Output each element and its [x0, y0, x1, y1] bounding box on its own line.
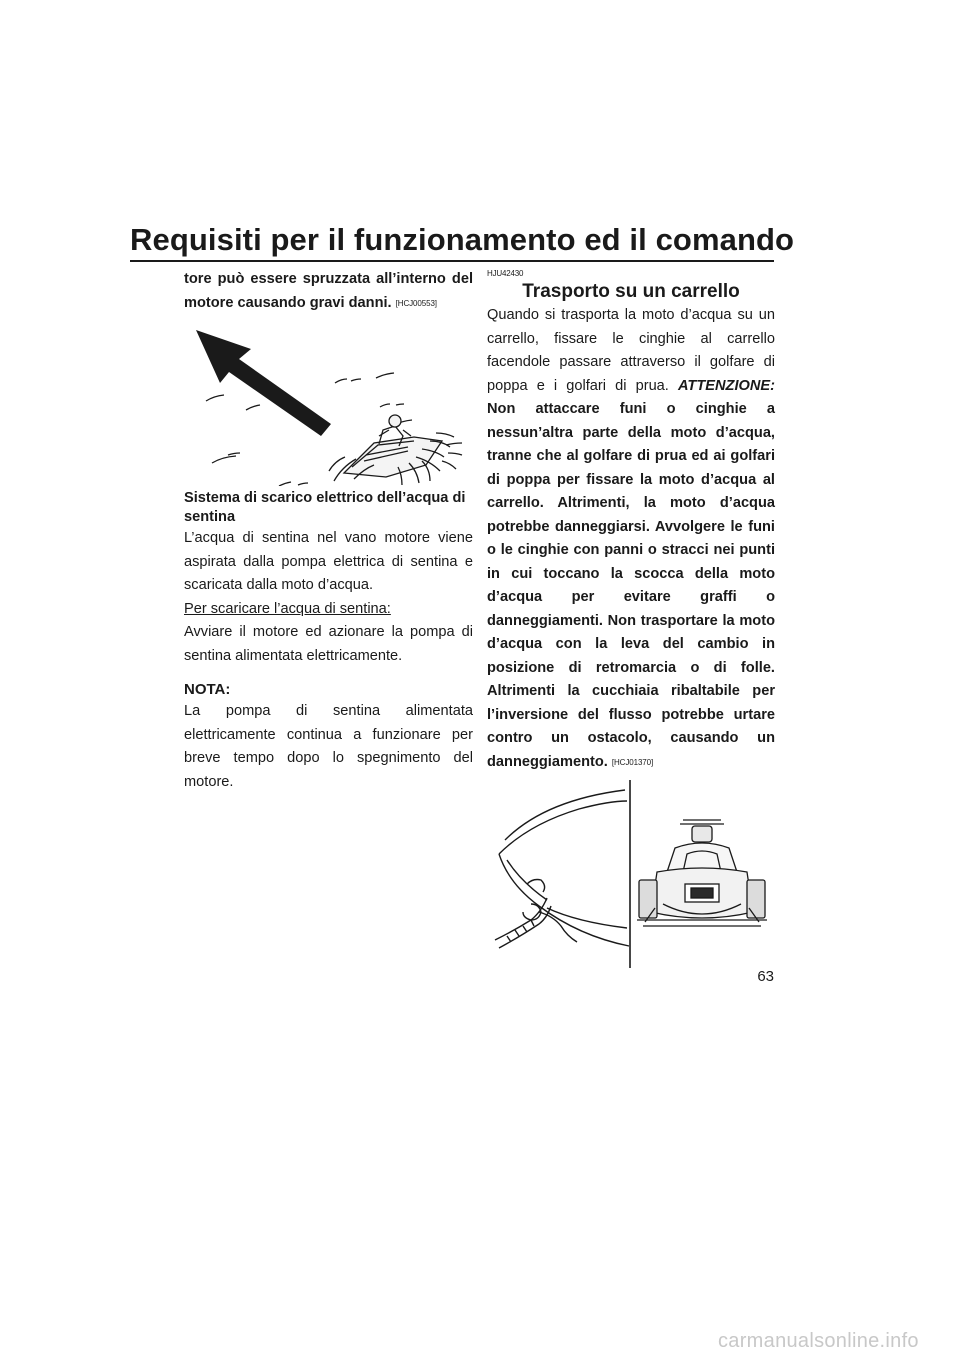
watercraft-rider — [329, 415, 462, 485]
attention-text: Non attaccare funi o cinghie a nessun’altra parte della moto d’acqua, tranne che al golfare di prua ed ai golfari di poppa per fissare la moto d’acqua al carrello. Altrimenti, la moto d’acqua potrebbe danneggiarsi. Avvolgere le funi o le cinghie con panni o stracci nei punti in cui toccano la scocca della moto d’acqua per evitare graffi o danneggiamenti. Non trasportare la moto d’acqua con la leva del cambio in posizione di retromarcia o di folle. Altrimenti la cucchiaia ribaltabile per l’inversione del flusso potrebbe urtare contro un ostacolo, causando un danneggiamento. — [487, 401, 775, 770]
section-code: HJU42430 — [487, 269, 524, 278]
page-title: Requisiti per il funzionamento ed il comando — [130, 222, 795, 257]
bilge-procedure-title: Per scaricare l’acqua di sentina: — [184, 600, 391, 617]
bilge-text: L’acqua di sentina nel vano motore viene aspirata dalla pompa elettrica di sentina e scaricata dalla moto d’acqua. — [184, 530, 473, 593]
section-title: Trasporto su un carrello — [522, 281, 740, 302]
bilge-heading: Sistema di scarico elettrico dell’acqua di sentina — [184, 490, 466, 525]
watermark: carmanualsonline.info — [718, 1330, 919, 1352]
intro-warning-text: tore può essere spruzzata all’interno del motore causando gravi danni. — [184, 271, 473, 311]
rear-view-drawing — [637, 820, 767, 926]
direction-arrow — [196, 330, 331, 436]
bow-eye-rope-drawing — [495, 790, 629, 948]
header-rule — [130, 260, 774, 262]
bilge-procedure-text: Avviare il motore ed azionare la pompa di sentina alimentata elettricamente. — [184, 624, 473, 664]
transport-text: Quando si trasporta la moto d’acqua su un carrello, fissare le cinghie al carrello facendole passare attraverso il golfare di poppa e i golfari di prua. — [487, 307, 775, 394]
right-column — [487, 268, 775, 968]
note-label: NOTA: — [184, 681, 231, 698]
intro-warning — [184, 268, 473, 315]
transport-paragraph — [487, 304, 775, 774]
trailer-tiedown-illustration — [487, 780, 775, 968]
watercraft-wind-illustration — [184, 321, 473, 486]
intro-warning-ref: [HCJ00553] — [395, 298, 437, 308]
left-column — [184, 268, 473, 794]
attention-ref: [HCJ01370] — [611, 757, 654, 767]
attention-label: ATTENZIONE: — [677, 377, 775, 394]
page-number: 63 — [757, 968, 774, 985]
note-text: La pompa di sentina alimentata elettricamente continua a funzionare per breve tempo dopo lo spegnimento del motore. — [184, 703, 473, 790]
